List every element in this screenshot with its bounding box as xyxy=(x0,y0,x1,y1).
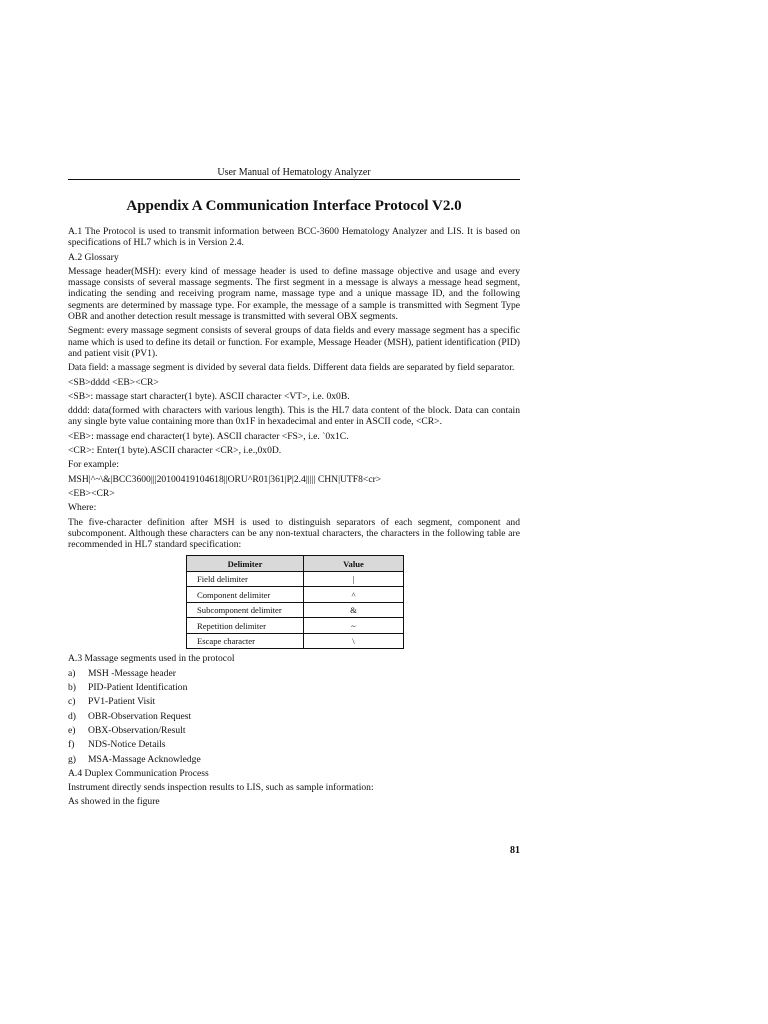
appendix-title: Appendix A Communication Interface Protocol V2.0 xyxy=(126,198,462,214)
list-item xyxy=(68,739,520,750)
list-marker: c) xyxy=(68,696,76,708)
page-number: 81 xyxy=(510,845,520,856)
delimiter-name: Subcomponent delimiter xyxy=(187,602,304,618)
column-header-value: Value xyxy=(304,556,404,572)
delimiter-value: & xyxy=(304,602,404,618)
sb-definition: <SB>: massage start character(1 byte). ASCII character <VT>, i.e. 0x0B. xyxy=(68,390,350,402)
table-row xyxy=(187,587,404,603)
example-end: <EB><CR> xyxy=(68,487,115,499)
table-row xyxy=(187,618,404,634)
delimiter-name: Repetition delimiter xyxy=(187,618,304,634)
frame-format: <SB>dddd <EB><CR> xyxy=(68,376,159,388)
list-item xyxy=(68,696,520,707)
cr-definition: <CR>: Enter(1 byte).ASCII character <CR>, i.e.,0x0D. xyxy=(68,445,282,457)
list-marker: b) xyxy=(68,682,76,694)
section-a2-heading: A.2 Glossary xyxy=(68,251,119,263)
msh-definition: Message header(MSH): every kind of message header is used to define massage objective and usage and every massage consists of several massage segments. The first segment in a message is always a message head segment, indicating the sending and receiving program name, massage type and a unique massage ID, and the following segments are determined by massage type. For example, the message of a sample is transmitted with Segment Type OBR and another detection result message is transmitted with several OBX segments. xyxy=(68,265,520,323)
list-item-text: OBX-Observation/Result xyxy=(88,724,186,736)
section-a1-paragraph: A.1 The Protocol is used to transmit information between BCC-3600 Hematology Analyzer and LIS. It is based on specifications of HL7 which is in Version 2.4. xyxy=(68,226,520,249)
delimiter-value: ^ xyxy=(304,587,404,603)
header-divider xyxy=(68,179,520,180)
table-row xyxy=(187,571,404,587)
list-item-text: OBR-Observation Request xyxy=(88,710,192,722)
table-header-row xyxy=(187,556,404,572)
list-item xyxy=(68,668,520,679)
segments-list xyxy=(68,668,520,765)
dddd-definition: dddd: data(formed with characters with various length). This is the HL7 data content of the block. Data can contain any single byte value containing more than 0x1F in hexadecimal and enter in ASCII code, <CR>. xyxy=(68,405,520,428)
section-a3-heading: A.3 Massage segments used in the protocol xyxy=(68,653,235,665)
as-showed-paragraph: As showed in the figure xyxy=(68,796,160,808)
data-field-definition: Data field: a massage segment is divided by several data fields. Different data fields are separated by field separator. xyxy=(68,362,515,374)
where-label: Where: xyxy=(68,502,97,514)
for-example-label: For example: xyxy=(68,459,119,471)
delimiter-name: Escape character xyxy=(187,633,304,649)
delimiter-value: ~ xyxy=(304,618,404,634)
list-marker: g) xyxy=(68,753,76,765)
section-a4-heading: A.4 Duplex Communication Process xyxy=(68,767,209,779)
delimiter-table xyxy=(186,555,404,649)
five-character-paragraph: The five-character definition after MSH is used to distinguish separators of each segment, component and subcomponent. Although these characters can be any non-textual characters, the characters in the following table are recommended in HL7 standard specification: xyxy=(68,516,520,551)
list-item-text: PID-Patient Identification xyxy=(88,682,188,694)
delimiter-name: Component delimiter xyxy=(187,587,304,603)
segment-definition: Segment: every massage segment consists of several groups of data fields and every massage segment has a specific name which is used to define its detail or function. For example, Message Header (MSH), patient identification (PID) and patient visit (PV1). xyxy=(68,325,520,359)
document-body xyxy=(68,226,520,811)
table-row xyxy=(187,602,404,618)
table-row xyxy=(187,633,404,649)
document-page xyxy=(68,0,520,1024)
example-message: MSH|^~\&|BCC3600|||20100419104618||ORU^R01|361|P|2.4||||| CHN|UTF8<cr> xyxy=(68,473,382,485)
list-marker: e) xyxy=(68,724,76,736)
instrument-paragraph: Instrument directly sends inspection results to LIS, such as sample information: xyxy=(68,782,374,794)
list-item-text: PV1-Patient Visit xyxy=(88,696,156,708)
list-item-text: MSH -Message header xyxy=(88,667,176,679)
list-item xyxy=(68,725,520,736)
list-item-text: MSA-Massage Acknowledge xyxy=(88,753,201,765)
list-item xyxy=(68,754,520,765)
delimiter-value: | xyxy=(304,571,404,587)
list-item xyxy=(68,682,520,693)
list-item xyxy=(68,711,520,722)
list-marker: a) xyxy=(68,667,76,679)
delimiter-name: Field delimiter xyxy=(187,571,304,587)
list-marker: d) xyxy=(68,710,76,722)
list-item-text: NDS-Notice Details xyxy=(88,739,166,751)
eb-definition: <EB>: massage end character(1 byte). ASCII character <FS>, i.e. `0x1C. xyxy=(68,430,349,442)
delimiter-value: \ xyxy=(304,633,404,649)
column-header-delimiter: Delimiter xyxy=(187,556,304,572)
running-header: User Manual of Hematology Analyzer xyxy=(217,167,371,178)
list-marker: f) xyxy=(68,739,75,751)
